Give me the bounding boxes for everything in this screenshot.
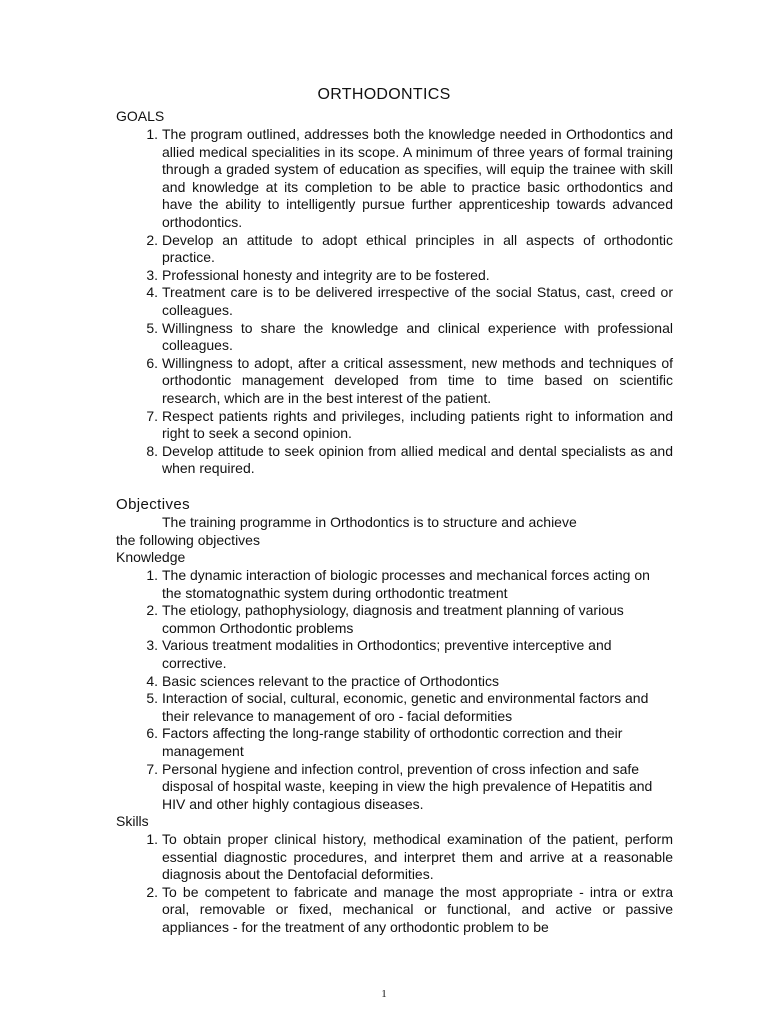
knowledge-number: 6. — [146, 725, 158, 742]
knowledge-text: Various treatment modalities in Orthodontics; preventive interceptive and corrective. — [162, 637, 612, 671]
goal-item — [0, 284, 673, 319]
goals-heading: GOALS — [116, 108, 165, 124]
skills-number: 1. — [146, 831, 158, 847]
knowledge-item — [0, 567, 673, 602]
goal-text: Respect patients rights and privileges, including patients right to information and right to seek a second opinion. — [162, 407, 673, 442]
knowledge-item — [0, 673, 673, 691]
objectives-intro-line-2: the following objectives — [116, 531, 260, 548]
knowledge-number: 5. — [146, 690, 158, 707]
goal-number: 3. — [146, 266, 158, 283]
goal-text: Professional honesty and integrity are to be fostered. — [162, 266, 490, 283]
knowledge-item — [0, 725, 673, 760]
knowledge-item — [0, 602, 673, 637]
goal-text: Willingness to adopt, after a critical assessment, new methods and techniques of orthodontic management developed from time to time based on scientific research, which are in the best interest of the patient. — [162, 354, 673, 406]
skills-text: To obtain proper clinical history, methodical examination of the patient, perform essential diagnostic procedures, and interpret them and arrive at a reasonable diagnosis about the Dentofacial deformities. — [162, 831, 673, 883]
goal-item — [0, 355, 673, 408]
knowledge-number: 2. — [146, 602, 158, 619]
page-title: ORTHODONTICS — [317, 86, 451, 103]
knowledge-item — [0, 690, 673, 725]
goal-text: Willingness to share the knowledge and clinical experience with professional colleagues. — [162, 319, 673, 354]
goal-number: 2. — [146, 231, 158, 248]
knowledge-text: The etiology, pathophysiology, diagnosis and treatment planning of various common Orthodontic problems — [162, 602, 624, 636]
goal-number: 5. — [146, 319, 158, 336]
goal-text: The program outlined, addresses both the knowledge needed in Orthodontics and allied medical specialities in its scope. A minimum of three years of formal training through a graded system of education as specifies, will equip the trainee with skill and knowledge at its completion to be able to practice basic orthodontics and have the ability to intelligently pursue further apprenticeship towards advanced orthodontics. — [162, 126, 673, 230]
knowledge-item — [0, 761, 673, 814]
goal-item — [0, 126, 673, 232]
skills-item — [0, 831, 673, 884]
knowledge-heading: Knowledge — [116, 549, 186, 565]
knowledge-number: 7. — [146, 760, 158, 777]
knowledge-number: 4. — [146, 672, 158, 689]
objectives-intro-line-1: The training programme in Orthodontics is to structure and achieve — [162, 514, 577, 530]
knowledge-list — [0, 567, 768, 813]
goal-item — [0, 408, 673, 443]
goals-list — [0, 126, 768, 478]
knowledge-text: The dynamic interaction of biologic processes and mechanical forces acting on the stomatognathic system during orthodontic treatment — [162, 567, 650, 601]
objectives-heading: Objectives — [116, 496, 191, 513]
knowledge-text: Personal hygiene and infection control, prevention of cross infection and safe disposal of hospital waste, keeping in view the high prevalence of Hepatitis and HIV and other highly contagious diseases. — [162, 760, 653, 812]
skills-text: To be competent to fabricate and manage the most appropriate - intra or extra oral, removable or fixed, mechanical or functional, and active or passive appliances - for the treatment of any orthodontic problem to be — [162, 883, 673, 935]
goal-item — [0, 267, 673, 285]
goal-number: 7. — [146, 407, 158, 424]
goal-number: 8. — [146, 442, 158, 459]
goal-item — [0, 320, 673, 355]
goal-item — [0, 443, 673, 478]
goal-number: 4. — [146, 284, 158, 301]
knowledge-text: Factors affecting the long-range stability of orthodontic correction and their management — [162, 725, 623, 759]
goal-number: 1. — [146, 126, 158, 142]
page-number: 1 — [381, 988, 387, 1000]
knowledge-number: 1. — [146, 567, 158, 583]
goal-text: Develop attitude to seek opinion from allied medical and dental specialists as and when required. — [162, 442, 673, 477]
objectives-intro — [116, 514, 636, 549]
goal-text: Treatment care is to be delivered irrespective of the social Status, cast, creed or colleagues. — [162, 284, 673, 318]
knowledge-number: 3. — [146, 637, 158, 654]
knowledge-text: Basic sciences relevant to the practice of Orthodontics — [162, 672, 499, 689]
knowledge-text: Interaction of social, cultural, economic, genetic and environmental factors and their relevance to management of oro - facial deformities — [162, 690, 649, 724]
skills-heading: Skills — [116, 813, 149, 829]
goal-number: 6. — [146, 354, 158, 371]
skills-number: 2. — [146, 883, 158, 900]
skills-item — [0, 884, 673, 937]
knowledge-item — [0, 637, 673, 672]
goal-item — [0, 232, 673, 267]
skills-list — [0, 831, 768, 937]
goal-text: Develop an attitude to adopt ethical principles in all aspects of orthodontic practice. — [162, 231, 673, 266]
